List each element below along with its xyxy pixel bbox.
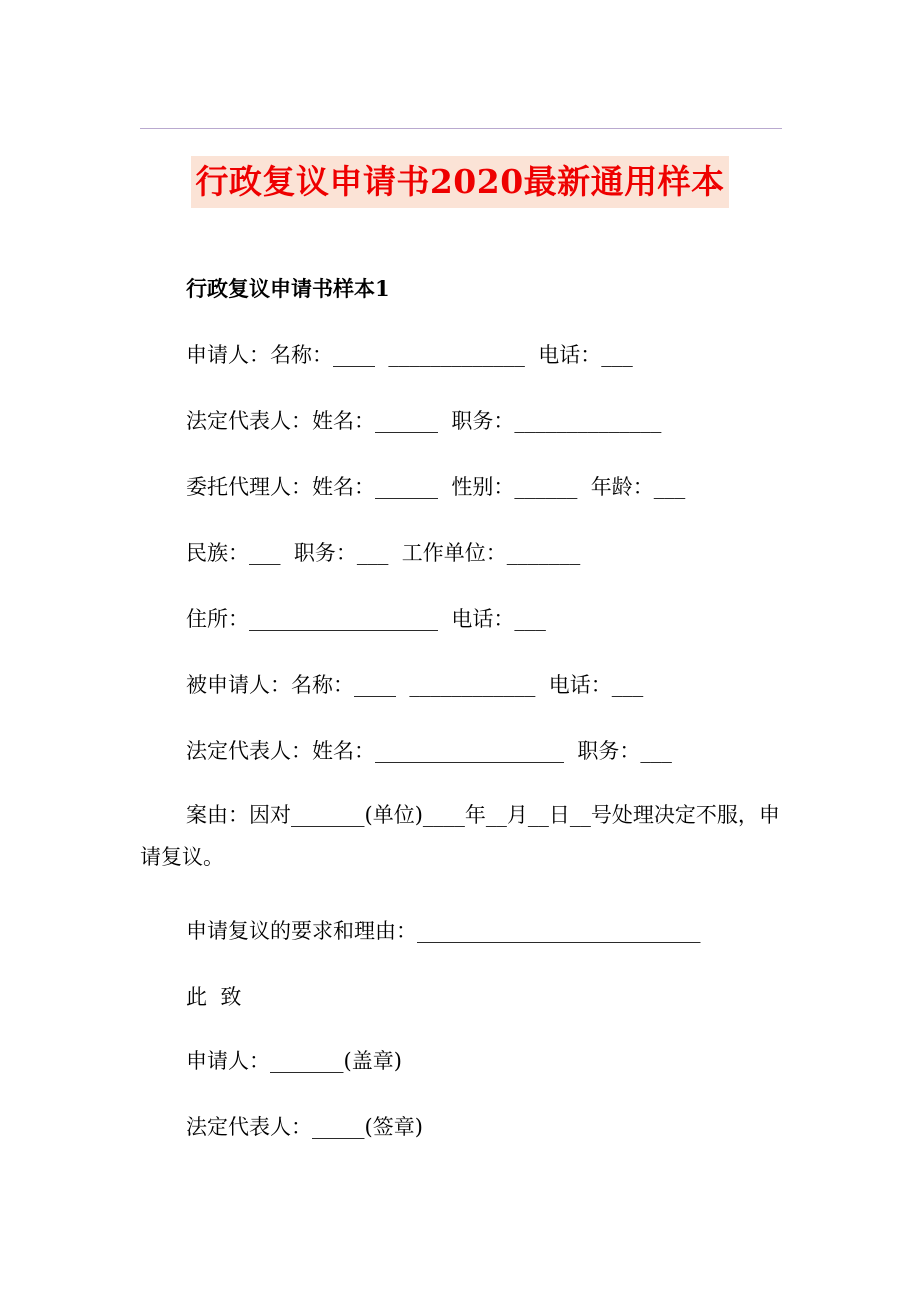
applicant-legal-rep-line: 法定代表人：姓名：______ 职务：______________: [186, 409, 662, 433]
address-line: 住所：__________________ 电话：___: [186, 607, 546, 631]
applicant-signature-line: 申请人：_______(盖章): [186, 1049, 402, 1073]
agent-line: 委托代理人：姓名：______ 性别：______ 年龄：___: [186, 475, 686, 499]
respondent-legal-rep-line: 法定代表人：姓名：__________________ 职务：___: [186, 739, 672, 763]
header-divider: [140, 128, 782, 129]
respondent-line: 被申请人：名称：____ ____________ 电话：___: [186, 673, 644, 697]
request-line: 申请复议的要求和理由：___________________________: [186, 919, 701, 943]
section-heading: 行政复议申请书样本1: [186, 276, 390, 301]
applicant-line: 申请人：名称：____ _____________ 电话：___: [186, 343, 633, 367]
salutation-line: 此 致: [186, 985, 242, 1009]
agent-details-line: 民族：___ 职务：___ 工作单位：_______: [186, 541, 581, 565]
legal-rep-signature-line: 法定代表人：_____(签章): [186, 1115, 423, 1139]
title-container: [0, 156, 920, 208]
case-reason-paragraph: 案由：因对_______(单位)____年__月__日__号处理决定不服，申请复议。: [140, 803, 780, 869]
document-title: 行政复议申请书2020最新通用样本: [191, 156, 728, 208]
